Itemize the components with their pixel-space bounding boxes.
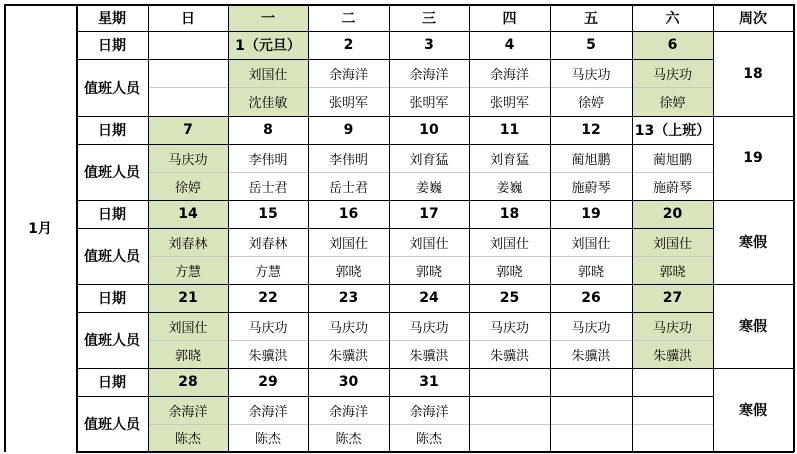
staff-name: 姜巍 (415, 180, 442, 196)
staff-name: 朱骥洪 (409, 348, 449, 364)
staff-name (550, 424, 632, 451)
grid-line (4, 4, 6, 452)
staff-row-label: 值班人员 (84, 249, 140, 265)
date-cell: 24 (419, 290, 439, 306)
staff-name: 李伟明 (248, 152, 288, 168)
staff-name: 岳士君 (248, 180, 288, 196)
grid-line (389, 4, 390, 452)
staff-name: 马庆功 (409, 320, 449, 336)
date-cell: 17 (419, 206, 439, 222)
staff-name: 朱骥洪 (489, 348, 529, 364)
staff-name: 马庆功 (632, 59, 713, 87)
day-header-1: 一 (228, 4, 308, 31)
staff-row-label: 值班人员 (84, 333, 140, 349)
staff-name (148, 59, 228, 87)
date-cell: 21 (148, 284, 228, 312)
staff-name: 马庆功 (489, 320, 529, 336)
date-row-label: 日期 (98, 375, 126, 391)
grid-line (76, 368, 794, 369)
week-number-header: 周次 (739, 10, 767, 27)
staff-name: 朱骥洪 (248, 348, 288, 364)
weekday-header: 星期 (98, 10, 126, 27)
date-cell: 6 (632, 31, 713, 59)
grid-line (76, 396, 714, 397)
staff-name: 余海洋 (248, 404, 288, 420)
staff-name: 郭晓 (335, 264, 362, 280)
staff-name: 姜巍 (496, 180, 523, 196)
date-cell: 27 (632, 284, 713, 312)
grid-line (148, 172, 714, 173)
staff-name: 马庆功 (632, 312, 713, 340)
staff-name: 陈杰 (335, 432, 362, 447)
date-cell: 11 (499, 122, 520, 138)
staff-name: 陈杰 (148, 424, 228, 451)
date-cell: 16 (338, 206, 359, 222)
staff-name: 刘春林 (148, 228, 228, 256)
staff-name (469, 396, 550, 424)
date-cell: 31 (419, 374, 439, 390)
staff-name: 刘春林 (248, 236, 288, 252)
grid-line (76, 228, 714, 229)
date-cell: 28 (148, 368, 228, 396)
staff-name: 郭晓 (577, 264, 604, 280)
staff-name: 郭晓 (496, 264, 523, 280)
date-cell: 23 (338, 290, 359, 306)
week-number-cell: 寒假 (739, 402, 767, 419)
staff-name: 陈杰 (415, 432, 442, 447)
date-cell: 30 (338, 374, 359, 390)
grid-line (76, 116, 794, 117)
staff-name: 郭晓 (148, 340, 228, 368)
staff-name: 刘国仕 (148, 312, 228, 340)
date-cell: 20 (632, 200, 713, 228)
date-cell: 9 (343, 122, 354, 138)
date-cell: 7 (148, 116, 228, 144)
staff-name (148, 87, 228, 116)
grid-line (793, 4, 795, 452)
date-cell: 18 (499, 206, 520, 222)
date-row-label: 日期 (98, 207, 126, 223)
date-cell: 14 (148, 200, 228, 228)
grid-line (76, 284, 794, 285)
staff-name: 方慧 (148, 256, 228, 284)
date-cell: 1（元旦） (228, 31, 308, 59)
grid-line (550, 4, 551, 452)
staff-name: 李伟明 (328, 152, 368, 168)
grid-line (76, 59, 714, 60)
date-cell: 4 (504, 37, 515, 53)
staff-name: 蔺旭鹏 (571, 152, 611, 168)
grid-line (4, 4, 794, 6)
grid-line (148, 340, 714, 341)
week-number-cell: 寒假 (739, 319, 767, 335)
staff-name: 陈杰 (254, 432, 281, 447)
date-cell: 15 (258, 206, 278, 222)
date-cell (148, 31, 228, 59)
date-cell (550, 368, 632, 396)
day-header-4: 四 (502, 10, 517, 27)
grid-line (148, 424, 714, 425)
week-number-cell: 19 (743, 150, 763, 166)
staff-name (469, 424, 550, 451)
date-cell: 12 (581, 122, 601, 138)
staff-name: 郭晓 (415, 264, 442, 280)
date-cell: 29 (258, 374, 278, 390)
staff-name: 施蔚琴 (652, 180, 692, 196)
staff-name: 张明军 (328, 96, 368, 111)
staff-name: 刘国仕 (328, 236, 368, 252)
grid-line (469, 4, 470, 452)
grid-line (76, 31, 794, 32)
grid-line (76, 144, 714, 145)
staff-name: 马庆功 (248, 320, 288, 336)
staff-row-label: 值班人员 (84, 80, 140, 97)
date-cell: 3 (424, 37, 434, 53)
staff-name: 朱骥洪 (571, 348, 611, 364)
date-cell: 25 (499, 290, 520, 306)
grid-line (76, 4, 78, 452)
staff-name: 刘国仕 (489, 236, 529, 252)
grid-line (632, 4, 633, 452)
day-header-0: 日 (181, 10, 195, 27)
staff-name: 岳士君 (328, 180, 368, 196)
date-cell: 26 (581, 290, 601, 306)
date-cell (632, 368, 713, 396)
staff-name: 朱骥洪 (328, 348, 368, 364)
staff-name: 刘国仕 (228, 59, 308, 87)
date-row-label: 日期 (98, 291, 126, 307)
staff-name (632, 424, 713, 451)
week-number-cell: 18 (743, 65, 763, 82)
grid-line (76, 312, 714, 313)
staff-name: 余海洋 (489, 67, 529, 83)
grid-line (148, 4, 149, 452)
staff-name: 刘国仕 (571, 236, 611, 252)
staff-name: 余海洋 (148, 396, 228, 424)
staff-name: 余海洋 (409, 67, 449, 83)
staff-name: 马庆功 (571, 320, 611, 336)
staff-name: 施蔚琴 (571, 180, 611, 196)
grid-line (148, 256, 714, 257)
staff-row-label: 值班人员 (84, 416, 140, 433)
staff-name: 马庆功 (148, 144, 228, 172)
staff-name (632, 396, 713, 424)
staff-name: 沈佳敏 (228, 87, 308, 116)
staff-name: 蔺旭鹏 (652, 152, 692, 168)
staff-name: 徐婷 (577, 96, 604, 111)
staff-row-label: 值班人员 (84, 165, 140, 181)
date-row-label: 日期 (98, 123, 126, 139)
staff-name: 余海洋 (328, 404, 368, 420)
date-row-label: 日期 (98, 38, 126, 54)
staff-name: 张明军 (489, 96, 529, 111)
staff-name: 徐婷 (148, 172, 228, 200)
staff-name: 马庆功 (571, 67, 611, 83)
staff-name: 刘育猛 (409, 152, 449, 168)
week-number-cell: 寒假 (739, 235, 767, 251)
staff-name: 郭晓 (632, 256, 713, 284)
grid-line (713, 4, 714, 452)
staff-name: 刘国仕 (409, 236, 449, 252)
date-cell (469, 368, 550, 396)
date-cell: 2 (343, 37, 354, 53)
day-header-6: 六 (665, 10, 680, 27)
month-cell: 1月 (28, 220, 52, 237)
date-cell: 22 (258, 290, 278, 306)
staff-name: 朱骥洪 (632, 340, 713, 368)
staff-name: 余海洋 (409, 404, 449, 420)
date-cell: 10 (419, 122, 439, 138)
staff-name: 徐婷 (632, 87, 713, 116)
staff-name: 刘育猛 (489, 152, 529, 168)
staff-name: 马庆功 (328, 320, 368, 336)
staff-name: 方慧 (254, 264, 281, 280)
day-header-5: 五 (584, 10, 598, 27)
staff-name (550, 396, 632, 424)
date-cell: 13（上班） (634, 123, 711, 139)
grid-line (76, 451, 794, 453)
date-cell: 8 (263, 122, 273, 138)
staff-name: 刘国仕 (632, 228, 713, 256)
date-cell: 19 (581, 206, 601, 222)
grid-line (228, 4, 229, 452)
day-header-2: 二 (341, 10, 356, 27)
grid-line (148, 87, 714, 88)
date-cell: 5 (586, 37, 596, 53)
grid-line (308, 4, 309, 452)
grid-line (76, 200, 794, 201)
day-header-3: 三 (422, 10, 436, 27)
staff-name: 张明军 (409, 96, 449, 111)
staff-name: 余海洋 (328, 67, 368, 83)
